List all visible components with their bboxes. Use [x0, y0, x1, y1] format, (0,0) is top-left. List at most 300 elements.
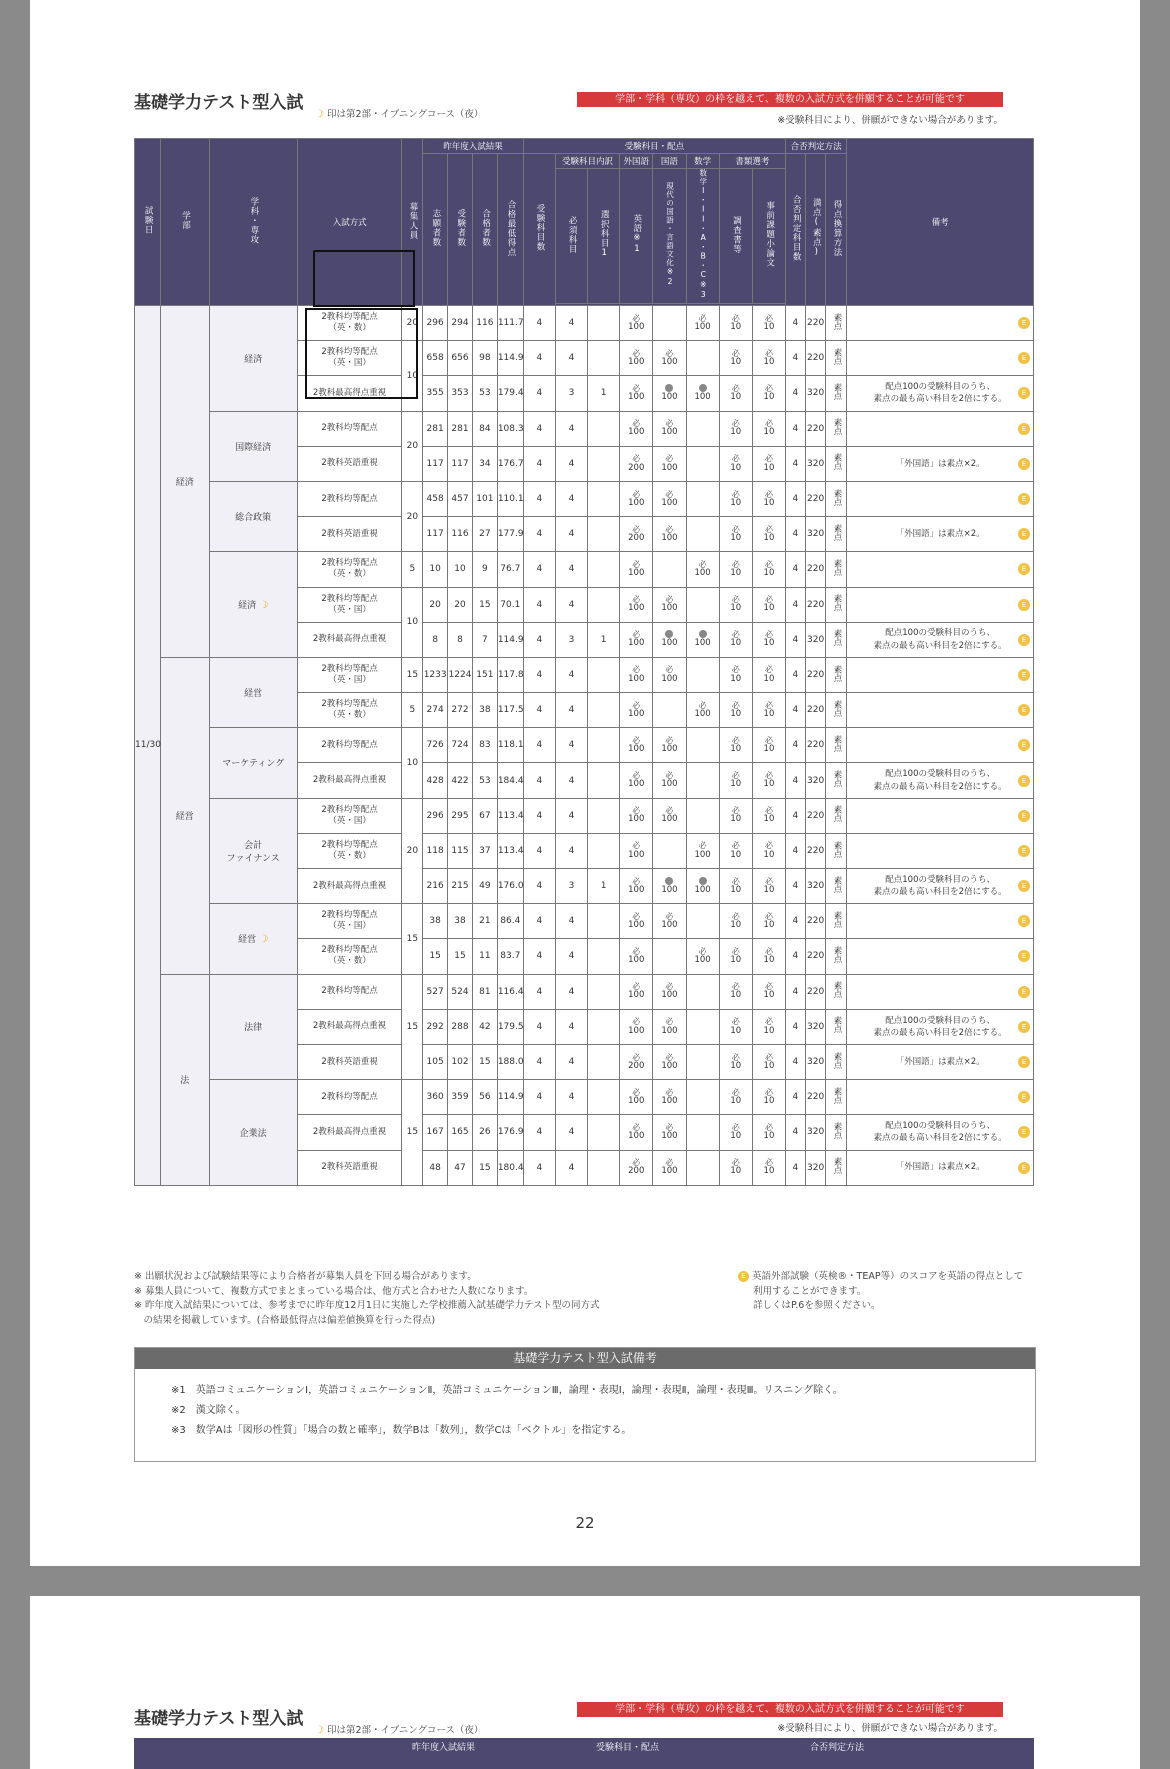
num-cell: 4 — [555, 1115, 587, 1150]
annotation-box-2 — [305, 308, 418, 399]
num-cell: 116 — [472, 306, 497, 341]
score-cell — [719, 1150, 752, 1185]
num-cell: 4 — [555, 693, 587, 728]
score-value: 100 — [628, 814, 645, 825]
full-score-cell: 220 — [805, 1080, 826, 1115]
num-cell: 117.8 — [497, 657, 523, 692]
required-mark: 必 — [632, 982, 641, 992]
num-cell: 37 — [472, 833, 497, 868]
conversion-text: 素点 — [832, 523, 843, 541]
col-docs-group: 書類選考 — [719, 154, 785, 169]
num-cell: 4 — [523, 1150, 555, 1185]
english-badge-icon: E — [1018, 775, 1030, 787]
remarks-cell — [847, 833, 1034, 868]
required-mark: 必 — [665, 665, 674, 675]
num-cell — [588, 411, 620, 446]
num-cell: 114.9 — [497, 341, 523, 376]
score-value: 10 — [763, 568, 775, 579]
score-value: 10 — [763, 603, 775, 614]
num-cell: 4 — [555, 517, 587, 552]
num-cell: 15 — [472, 587, 497, 622]
full-score-cell: 220 — [805, 587, 826, 622]
method-cell: 2教科最高得点重視 — [297, 1115, 402, 1150]
score-cell — [719, 587, 752, 622]
score-value: 100 — [628, 990, 645, 1001]
full-score-cell: 320 — [805, 1009, 826, 1044]
required-mark: 必 — [632, 1087, 641, 1097]
conversion-cell — [826, 657, 847, 692]
score-cell — [620, 587, 653, 622]
required-mark: 必 — [731, 595, 740, 605]
num-cell — [588, 552, 620, 587]
num-cell: 4 — [555, 657, 587, 692]
required-mark: 必 — [731, 1158, 740, 1168]
required-mark: 必 — [632, 559, 641, 569]
num-cell — [588, 1044, 620, 1079]
score-cell — [752, 376, 785, 411]
faculty-cell: 経済 — [160, 306, 209, 658]
conversion-cell — [826, 693, 847, 728]
num-cell: 726 — [423, 728, 448, 763]
remarks-cell — [847, 446, 1034, 481]
required-mark: 必 — [665, 595, 674, 605]
num-cell: 114.9 — [497, 1080, 523, 1115]
capacity-cell: 15 — [402, 974, 423, 1080]
english-badge-icon: E — [1018, 352, 1030, 364]
full-score-cell: 220 — [805, 306, 826, 341]
english-badge-icon: E — [1018, 810, 1030, 822]
score-cell — [653, 657, 686, 692]
score-cell — [686, 1044, 719, 1079]
score-value: 10 — [730, 884, 742, 895]
table-header-strip — [134, 1738, 1034, 1769]
score-value: 10 — [730, 462, 742, 473]
num-cell — [588, 446, 620, 481]
red-banner: 学部・学科（専攻）の枠を越えて、複数の入試方式を併願することが可能です — [577, 92, 1003, 107]
header-last-year: 昨年度入試結果 — [412, 1743, 476, 1753]
score-cell — [719, 341, 752, 376]
required-mark: 必 — [764, 595, 773, 605]
dept-cell — [209, 1080, 297, 1186]
num-cell: 3 — [555, 869, 587, 904]
dept-name: 総合政策 — [235, 513, 272, 524]
conversion-cell — [826, 763, 847, 798]
num-cell: 188.0 — [497, 1044, 523, 1079]
required-mark: 必 — [665, 419, 674, 429]
num-cell: 184.4 — [497, 763, 523, 798]
score-cell — [686, 798, 719, 833]
table-row — [135, 306, 1034, 341]
num-cell: 4 — [523, 1009, 555, 1044]
method-cell: 2教科最高得点重視 — [297, 763, 402, 798]
remarks-cell — [847, 728, 1034, 763]
num-cell: 118.1 — [497, 728, 523, 763]
score-value: 100 — [694, 849, 711, 860]
score-cell — [719, 763, 752, 798]
conversion-cell — [826, 798, 847, 833]
method-cell: 2教科均等配点 — [297, 1080, 402, 1115]
required-mark: 必 — [632, 1122, 641, 1132]
num-cell: 11 — [472, 939, 497, 974]
score-cell — [686, 1009, 719, 1044]
score-cell — [686, 587, 719, 622]
moon-legend — [315, 106, 483, 120]
dept-cell — [209, 974, 297, 1080]
moon-legend-text: 印は第2部・イブニングコース（夜） — [327, 1725, 484, 1736]
score-cell — [653, 587, 686, 622]
score-cell — [620, 939, 653, 974]
num-cell: 7 — [472, 622, 497, 657]
num-cell — [588, 306, 620, 341]
dept-cell — [209, 411, 297, 481]
score-value: 10 — [730, 779, 742, 790]
conversion-text: 素点 — [832, 946, 843, 964]
col-capacity: 募集人員 — [402, 139, 423, 306]
num-cell: 4 — [555, 446, 587, 481]
capacity-cell: 20 — [402, 798, 423, 904]
col-passers: 合格者数 — [472, 154, 497, 306]
score-cell — [620, 376, 653, 411]
num-cell: 10 — [423, 552, 448, 587]
required-mark: 必 — [731, 419, 740, 429]
judge-subjects-cell: 4 — [786, 622, 806, 657]
score-cell — [653, 446, 686, 481]
capacity-cell: 20 — [402, 411, 423, 481]
num-cell: 34 — [472, 446, 497, 481]
score-value: 100 — [628, 392, 645, 403]
method-cell: 2教科均等配点 （英・国） — [297, 657, 402, 692]
table-row — [135, 974, 1034, 1009]
num-cell: 457 — [448, 481, 473, 516]
conversion-text: 素点 — [832, 594, 843, 612]
num-cell: 116.4 — [497, 974, 523, 1009]
score-value: 100 — [661, 1166, 678, 1177]
judge-subjects-cell: 4 — [786, 376, 806, 411]
col-faculty: 学部 — [160, 139, 209, 306]
score-cell — [620, 1150, 653, 1185]
col-essay: 事前課題小論文 — [752, 169, 785, 304]
score-value: 100 — [628, 1095, 645, 1106]
judge-subjects-cell: 4 — [786, 517, 806, 552]
exam-date-cell: 11/30 — [135, 306, 161, 1186]
num-cell: 117.5 — [497, 693, 523, 728]
english-badge-icon: E — [1018, 845, 1030, 857]
score-cell — [686, 481, 719, 516]
conversion-text: 素点 — [832, 664, 843, 682]
conversion-text: 素点 — [832, 734, 843, 752]
score-cell — [620, 552, 653, 587]
col-examinees: 受験者数 — [448, 154, 473, 306]
score-value: 10 — [763, 392, 775, 403]
num-cell: 4 — [555, 1150, 587, 1185]
conversion-text: 素点 — [832, 910, 843, 928]
num-cell: 10 — [448, 552, 473, 587]
score-cell — [752, 517, 785, 552]
judge-subjects-cell: 4 — [786, 446, 806, 481]
score-cell — [686, 1115, 719, 1150]
score-value: 100 — [661, 392, 678, 403]
required-mark: 必 — [632, 348, 641, 358]
num-cell: 48 — [423, 1150, 448, 1185]
score-cell — [653, 1009, 686, 1044]
score-value: 10 — [730, 1060, 742, 1071]
score-value: 10 — [763, 1131, 775, 1142]
score-value: 100 — [661, 356, 678, 367]
num-cell: 1 — [588, 869, 620, 904]
score-cell — [653, 939, 686, 974]
required-mark: 必 — [731, 454, 740, 464]
num-cell: 115 — [448, 833, 473, 868]
score-cell — [719, 376, 752, 411]
score-cell — [620, 341, 653, 376]
remark-item: ※1 英語コミュニケーションⅠ，英語コミュニケーションⅡ，英語コミュニケーションⅢ，論理・表現Ⅰ，論理・表現Ⅱ，論理・表現Ⅲ。リスニング除く。 — [171, 1385, 843, 1396]
score-value: 10 — [763, 884, 775, 895]
judge-subjects-cell: 4 — [786, 1080, 806, 1115]
num-cell: 20 — [448, 587, 473, 622]
score-value: 10 — [730, 638, 742, 649]
num-cell: 113.4 — [497, 798, 523, 833]
table-row — [135, 411, 1034, 446]
footright-line: 英語外部試験（英検®・TEAP等）のスコアを英語の得点として — [752, 1271, 1024, 1282]
required-mark: 必 — [665, 454, 674, 464]
dot-icon — [665, 384, 673, 392]
num-cell: 53 — [472, 376, 497, 411]
remarks-cell — [847, 1115, 1034, 1150]
annotation-box-1 — [313, 250, 415, 307]
conversion-cell — [826, 1150, 847, 1185]
num-cell: 4 — [523, 1044, 555, 1079]
required-mark: 必 — [632, 841, 641, 851]
required-mark: 必 — [632, 383, 641, 393]
required-mark: 必 — [764, 700, 773, 710]
score-value: 200 — [628, 462, 645, 473]
score-value: 100 — [628, 1131, 645, 1142]
faculty-cell: 経営 — [160, 657, 209, 974]
score-cell — [653, 341, 686, 376]
score-value: 10 — [730, 919, 742, 930]
score-cell — [752, 693, 785, 728]
num-cell — [588, 763, 620, 798]
score-value: 10 — [763, 708, 775, 719]
score-cell — [620, 974, 653, 1009]
num-cell: 4 — [555, 306, 587, 341]
score-cell — [752, 446, 785, 481]
dept-name: 国際経済 — [235, 442, 272, 453]
num-cell: 70.1 — [497, 587, 523, 622]
remarks-cell — [847, 376, 1034, 411]
num-cell: 15 — [472, 1044, 497, 1079]
method-cell: 2教科均等配点 （英・国） — [297, 587, 402, 622]
required-mark: 必 — [698, 841, 707, 851]
num-cell: 4 — [523, 306, 555, 341]
num-cell: 4 — [523, 376, 555, 411]
num-cell: 4 — [555, 728, 587, 763]
num-cell: 288 — [448, 1009, 473, 1044]
score-cell — [686, 763, 719, 798]
num-cell: 167 — [423, 1115, 448, 1150]
num-cell: 428 — [423, 763, 448, 798]
method-cell: 2教科均等配点 （英・数） — [297, 306, 402, 341]
header-judge: 合否判定方法 — [810, 1743, 865, 1753]
col-required: 必須科目 — [555, 169, 587, 304]
num-cell: 4 — [555, 1080, 587, 1115]
score-cell — [686, 411, 719, 446]
score-cell — [752, 904, 785, 939]
method-cell: 2教科均等配点 （英・数） — [297, 693, 402, 728]
score-cell — [719, 446, 752, 481]
num-cell: 422 — [448, 763, 473, 798]
score-value: 10 — [730, 1025, 742, 1036]
english-badge-icon: E — [1018, 1162, 1030, 1174]
table-row — [135, 552, 1034, 587]
score-value: 10 — [730, 392, 742, 403]
num-cell: 117 — [423, 446, 448, 481]
score-value: 10 — [730, 356, 742, 367]
english-badge-icon: E — [1018, 669, 1030, 681]
col-elective: 選択科目1 — [588, 169, 620, 304]
required-mark: 必 — [632, 771, 641, 781]
dot-icon — [699, 877, 707, 885]
num-cell: 4 — [555, 587, 587, 622]
score-value: 100 — [628, 568, 645, 579]
num-cell: 1233 — [423, 657, 448, 692]
num-cell: 4 — [523, 411, 555, 446]
col-judge-group: 合否判定方法 — [786, 139, 847, 154]
num-cell — [588, 587, 620, 622]
score-cell — [653, 833, 686, 868]
required-mark: 必 — [731, 313, 740, 323]
remarks-cell — [847, 481, 1034, 516]
required-mark: 必 — [632, 630, 641, 640]
required-mark: 必 — [665, 1158, 674, 1168]
required-mark: 必 — [764, 383, 773, 393]
score-cell — [719, 869, 752, 904]
score-value: 10 — [763, 673, 775, 684]
num-cell — [588, 1009, 620, 1044]
remark-item: ※3 数学Aは「図形の性質」「場合の数と確率」，数学Bは「数列」，数学Cは「ベクトル」を指定する。 — [171, 1425, 632, 1436]
table-row — [135, 904, 1034, 939]
capacity-cell: 5 — [402, 552, 423, 587]
required-mark: 必 — [698, 559, 707, 569]
required-mark: 必 — [731, 841, 740, 851]
score-value: 10 — [763, 849, 775, 860]
score-cell — [752, 341, 785, 376]
required-mark: 必 — [632, 595, 641, 605]
num-cell: 111.7 — [497, 306, 523, 341]
conversion-text: 素点 — [832, 1157, 843, 1175]
remark-text: 配点100の受験科目のうち、 素点の最も高い科目を2倍にする。 — [873, 382, 1007, 405]
num-cell: 3 — [555, 622, 587, 657]
english-badge-icon: E — [1018, 1056, 1030, 1068]
num-cell: 4 — [523, 869, 555, 904]
conversion-text: 素点 — [832, 875, 843, 893]
remarks-cell — [847, 1044, 1034, 1079]
score-value: 100 — [661, 744, 678, 755]
dept-cell — [209, 481, 297, 551]
score-value: 100 — [628, 884, 645, 895]
score-value: 100 — [661, 532, 678, 543]
full-score-cell: 320 — [805, 1044, 826, 1079]
score-value: 200 — [628, 1060, 645, 1071]
score-cell — [752, 1115, 785, 1150]
english-badge-icon: E — [1018, 387, 1030, 399]
score-cell — [752, 728, 785, 763]
required-mark: 必 — [632, 454, 641, 464]
required-mark: 必 — [764, 489, 773, 499]
num-cell — [588, 728, 620, 763]
conversion-text: 素点 — [832, 1016, 843, 1034]
score-cell — [653, 411, 686, 446]
num-cell: 21 — [472, 904, 497, 939]
score-cell — [719, 306, 752, 341]
num-cell: 281 — [423, 411, 448, 446]
full-score-cell: 320 — [805, 869, 826, 904]
score-cell — [719, 517, 752, 552]
remarks-cell — [847, 587, 1034, 622]
capacity-cell: 10 — [402, 587, 423, 657]
score-value: 10 — [730, 427, 742, 438]
full-score-cell: 220 — [805, 939, 826, 974]
english-test-note — [738, 1270, 1023, 1314]
score-cell — [752, 974, 785, 1009]
conversion-text: 素点 — [832, 1086, 843, 1104]
num-cell: 4 — [523, 763, 555, 798]
score-value: 10 — [730, 708, 742, 719]
remark-text: 配点100の受験科目のうち、 素点の最も高い科目を2倍にする。 — [873, 874, 1007, 898]
required-mark: 必 — [764, 630, 773, 640]
method-cell: 2教科英語重視 — [297, 446, 402, 481]
score-value: 100 — [628, 708, 645, 719]
score-cell — [719, 693, 752, 728]
conversion-cell — [826, 974, 847, 1009]
judge-subjects-cell: 4 — [786, 904, 806, 939]
remarks-cell — [847, 869, 1034, 904]
score-cell — [752, 1080, 785, 1115]
score-cell — [752, 306, 785, 341]
required-mark: 必 — [764, 524, 773, 534]
num-cell: 272 — [448, 693, 473, 728]
score-value: 10 — [730, 532, 742, 543]
col-japanese: 現代の国語・言語文化※2 — [653, 169, 686, 304]
english-badge-icon: E — [1018, 599, 1030, 611]
remarks-cell — [847, 974, 1034, 1009]
score-value: 10 — [763, 462, 775, 473]
required-mark: 必 — [764, 946, 773, 956]
score-cell — [653, 1150, 686, 1185]
footright-line: 利用することができます。 — [753, 1285, 867, 1297]
col-subjects-group: 受験科目・配点 — [523, 139, 785, 154]
num-cell: 4 — [523, 481, 555, 516]
score-value: 10 — [763, 356, 775, 367]
score-cell — [752, 657, 785, 692]
num-cell: 38 — [448, 904, 473, 939]
num-cell: 56 — [472, 1080, 497, 1115]
english-badge-icon: E — [1018, 563, 1030, 575]
col-judge-subjects: 合否判定科目数 — [786, 154, 806, 306]
num-cell: 151 — [472, 657, 497, 692]
score-cell — [752, 552, 785, 587]
required-mark: 必 — [764, 348, 773, 358]
conversion-text: 素点 — [832, 418, 843, 436]
score-value: 10 — [730, 1095, 742, 1106]
required-mark: 必 — [731, 876, 740, 886]
required-mark: 必 — [764, 454, 773, 464]
dept-name: 経済 — [238, 601, 257, 612]
score-cell — [620, 728, 653, 763]
num-cell: 296 — [423, 798, 448, 833]
score-cell — [653, 481, 686, 516]
score-cell — [653, 552, 686, 587]
